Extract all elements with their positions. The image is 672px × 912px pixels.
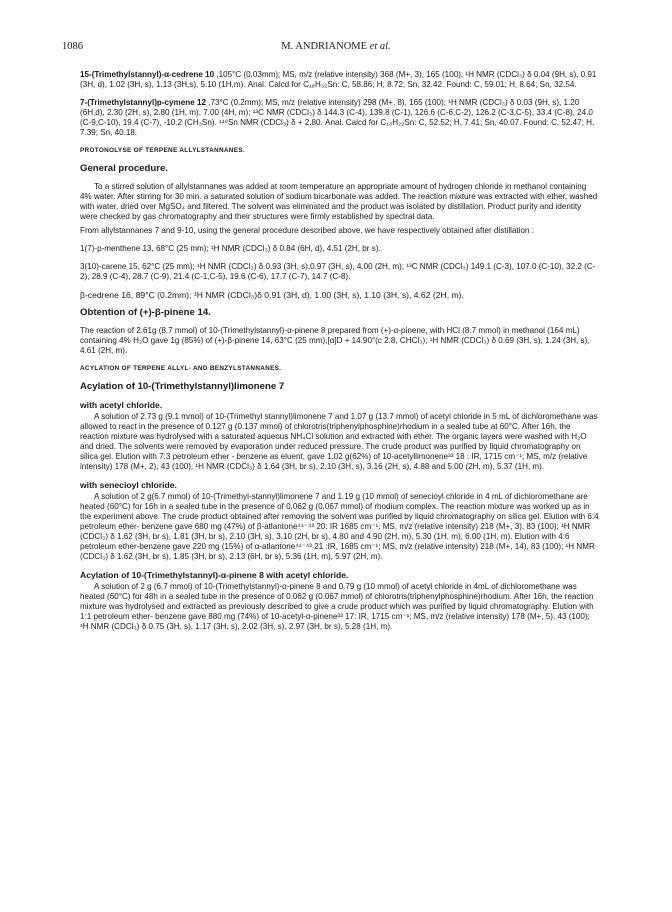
paragraph-acylation-pinene: A solution of 2 g (6.7 mmol) of 10-(Trimethylstannyl)-α-pinene 8 and 0.79 g (10 mmol) of acetyl chloride in 4mL of dichloromethane was heated (60°C) for 48h in a sealed tube in the presence of 0.062 g (0.067 mmol) of chlorotris(triphenylphosphine)rhodium. After 16h, the reaction mixture was hydrolysed and extracted as previously described to give a crude product which was purified by liquid chromatography. Elution with 1:1 petroleum ether- benzene gave 880 mg (74%) of 10-acetyl-α-pinene³³ 17: IR, 1715 cm⁻¹; MS, m/z (relative intensity) 178 (M+, 5), 43 (100); ¹H NMR (CDCl₃) δ 0.75 (3H, s), 1.17 (3H, s), 2.02 (3H, s), 2.97 (3H, br s), 5.28 (1H, m).: [80, 582, 594, 631]
running-header: [0, 41, 672, 55]
heading-acylation-pinene: Acylation of 10-(Trimethylstannyl)-α-pinene 8 with acetyl chloride.: [80, 570, 349, 580]
heading-senecioyl-chloride: with senecioyl chloride.: [80, 480, 177, 490]
page-number: 1086: [62, 41, 83, 52]
paragraph-beta-cedrene: β-cedrene 16, 89°C (0.2mm); ¹H NMR (CDCl₃)δ 0.91 (3H, d), 1.00 (3H, s), 1.10 (3H, s), 4.62 (2H, m).: [80, 290, 464, 300]
heading-general-procedure: General procedure.: [80, 163, 168, 174]
running-authors: M. ANDRIANOME et al.: [281, 41, 391, 52]
paragraph-cymene: 7-(Trimethylstannyl)p-cymene 12 ,73°C (0.2mm); MS, m/z (relative intensity) 298 (M+, 8), 165 (100); ¹H NMR (CDCl₃) δ 0.03 (9H, s), 1.20 (6H,d), 2.30 (2H, s), 2.80 (1H, m), 7.00 (4H, m); ¹³C NMR (CDCl₃) δ 144.3 (C-4), 139.8 (C-1), 126.6 (C-6,C-2), 126.2 (C-3,C-5), 33.4 (C-8), 24.0 (C-9,C-10), 19.4 (C-7), -10.2 (CH₃Sn). ¹¹⁹Sn NMR (CDCl₃) δ + 2.80. Anal. Calcd for C₁₃H₂₂Sn: C, 52.52; H, 7.41; Sn, 40.07. Found: C, 52.47; H, 7.39; Sn, 40.18.: [80, 98, 595, 137]
paragraph-senecioyl-chloride: A solution of 2 g(6.7 mmol) of 10-(Trimethyl-stannyl)limonene 7 and 1.19 g (10 mmol) of senecioyl chloride in 4 mL of dichloromethane are heated (60°C) for 16h in a sealed tube in the presence of 0.062 g (0.067 mmol) of rhodium complex. The reaction mixture was worked up as in the experiment above. The crude product obtained after removing the solvent was purified by liquid chromatography on silica gel. Elution with 6:4 petroleum ether- benzene gave 680 mg (47%) of β-atlantone⁴¹⁻⁴³ 20: IR 1685 cm⁻¹; MS, m/z (relative intensity) 218 (M+, 3), 83 (100); ¹H NMR (CDCl₃) δ 1.62 (3H, br s), 1.81 (3H, br s), 2.10 (3H, s), 3.10 (2H, br s), 4.80 and 4.90 (2H, m), 5.30 (1H, m), 6.00 (1H, m). Elution with 4:6 petroleum ether-benzene gave 220 mg (15%) of α-atlantone⁴¹⁻⁴³ 21 :IR, 1685 cm⁻¹; MS, m/z (relative intensity) 218 (M+, 14), 83 (100); ¹H NMR (CDCl₃) δ 1.62 (3H, br s), 1.85 (3H, br s), 2.13 (6H, br s), 5.36 (1H, m), 5.97 (2H, m).: [80, 492, 599, 561]
section-heading-acylation: ACYLATION OF TERPENE ALLYL- AND BENZYLSTANNANES.: [80, 365, 282, 372]
heading-acetyl-chloride: with acetyl chloride.: [80, 400, 163, 410]
paragraph-menthene: 1(7)-p-menthene 13, 68°C (25 mm); ¹H NMR (CDCl₃) δ 0.84 (6H, d), 4.51 (2H, br s).: [80, 244, 381, 253]
paragraph-allylstannanes: From allylstannanes 7 and 9-10, using the general procedure described above, we have respectively obtained after distillation :: [80, 226, 534, 235]
heading-beta-pinene: Obtention of (+)-β-pinene 14.: [80, 307, 211, 318]
heading-acylation-limonene: Acylation of 10-(Trimethylstannyl)limonene 7: [80, 381, 285, 392]
paragraph-acetyl-chloride: A solution of 2.73 g (9.1 mmol) of 10-(Trimethyl stannyl)limonene 7 and 1.07 g (13.7 mmol) of acetyl chloride in 5 mL of dichloromethane was allowed to react in the presence of 0.127 g (0.137 mmol) of chlorotris(triphenylphosphine)rhodium in a sealed tube at 60°C. After 16h, the reaction mixture was hydrolysed with a saturated aqueous NH₄Cl solution and extracted with ether. The organic layers were washed with H₂O and dried. The solvents were removed by evaporation under reduced pressure. The crude product was purified by liquid chromatography on silica gel. Elution with 7:3 petroleum ether - benzene as eluent, gave 1.02 g(62%) of 10-acetyllimonene³³ 18 : IR, 1715 cm⁻¹; MS, m/z (relative intensity) 178 (M+, 2), 43 (100); ¹H NMR (CDCl₃) δ 1.64 (3H, br s), 2.10 (3H, s), 3.16 (2H, s), 4.88 and 5.00 (2H, m), 5.37 (1H, m).: [80, 412, 598, 471]
section-heading-protonolyse: PROTONOLYSE OF TERPENE ALLYLSTANNANES.: [80, 147, 245, 154]
article-body: [80, 70, 600, 640]
paragraph-general-procedure: To a stirred solution of allylstannanes was added at room temperature an appropriate amount of hydrogen chloride in methanol containing 4% water. After stirring for 30 min. a saturated solution of sodium bicarbonate was added. The reaction mixture was extracted with ether, washed with water, dried over MgSO₄ and filtered. The solvent was eliminated and the product was isolated by distillation. Product purity and identity were checked by gas chromatography and their structures were firmly established by spectral data.: [80, 182, 598, 221]
paragraph-carene: 3(10)-carene 15, 62°C (25 mm); ¹H NMR (CDCl₃) δ 0.93 (3H, s),0.97 (3H, s), 4.00 (2H, m); ¹³C NMR (CDCl₃) 149.1 (C-3), 107.0 (C-10), 32.2 (C-2), 28.9 (C-4), 28.7 (C-9), 21.4 (C-1,C-5), 19.6 (C-6), 17.7 (C-7), 14.7 (C-8).: [80, 262, 596, 281]
paragraph-beta-pinene: The reaction of 2.61g (8.7 mmol) of 10-(Trimethylstannyl)-α-pinene 8 prepared from (+)-α-pinene, with HCl (8.7 mmol) in methanol (164 mL) containing 4% H₂O gave 1g (85%) of (+)-β-pinene 14, 63°C (25 mm),[α]D + 14.90°(c 2.8, CHCl₃); ¹H NMR (CDCl₃) δ 0.69 (3H, s), 1.24 (3H, s), 4.61 (2H, m).: [80, 326, 590, 355]
paragraph-cedrene: 15-(Trimethylstannyl)-α-cedrene 10 ,105°C (0.03mm); MS, m/z (relative intensity) 368 (M+, 3), 165 (100); ¹H NMR (CDCl₃) δ 0.04 (9H, s), 0.91 (3H, d), 1.02 (3H, s), 1.13 (3H,s), 5.10 (1H,m). Anal. Calcd for C₁₈H₃₂Sn: C, 58.86; H, 8.72; Sn, 32.42. Found: C, 59.01; H, 8.64; Sn, 32.54.: [80, 70, 597, 89]
